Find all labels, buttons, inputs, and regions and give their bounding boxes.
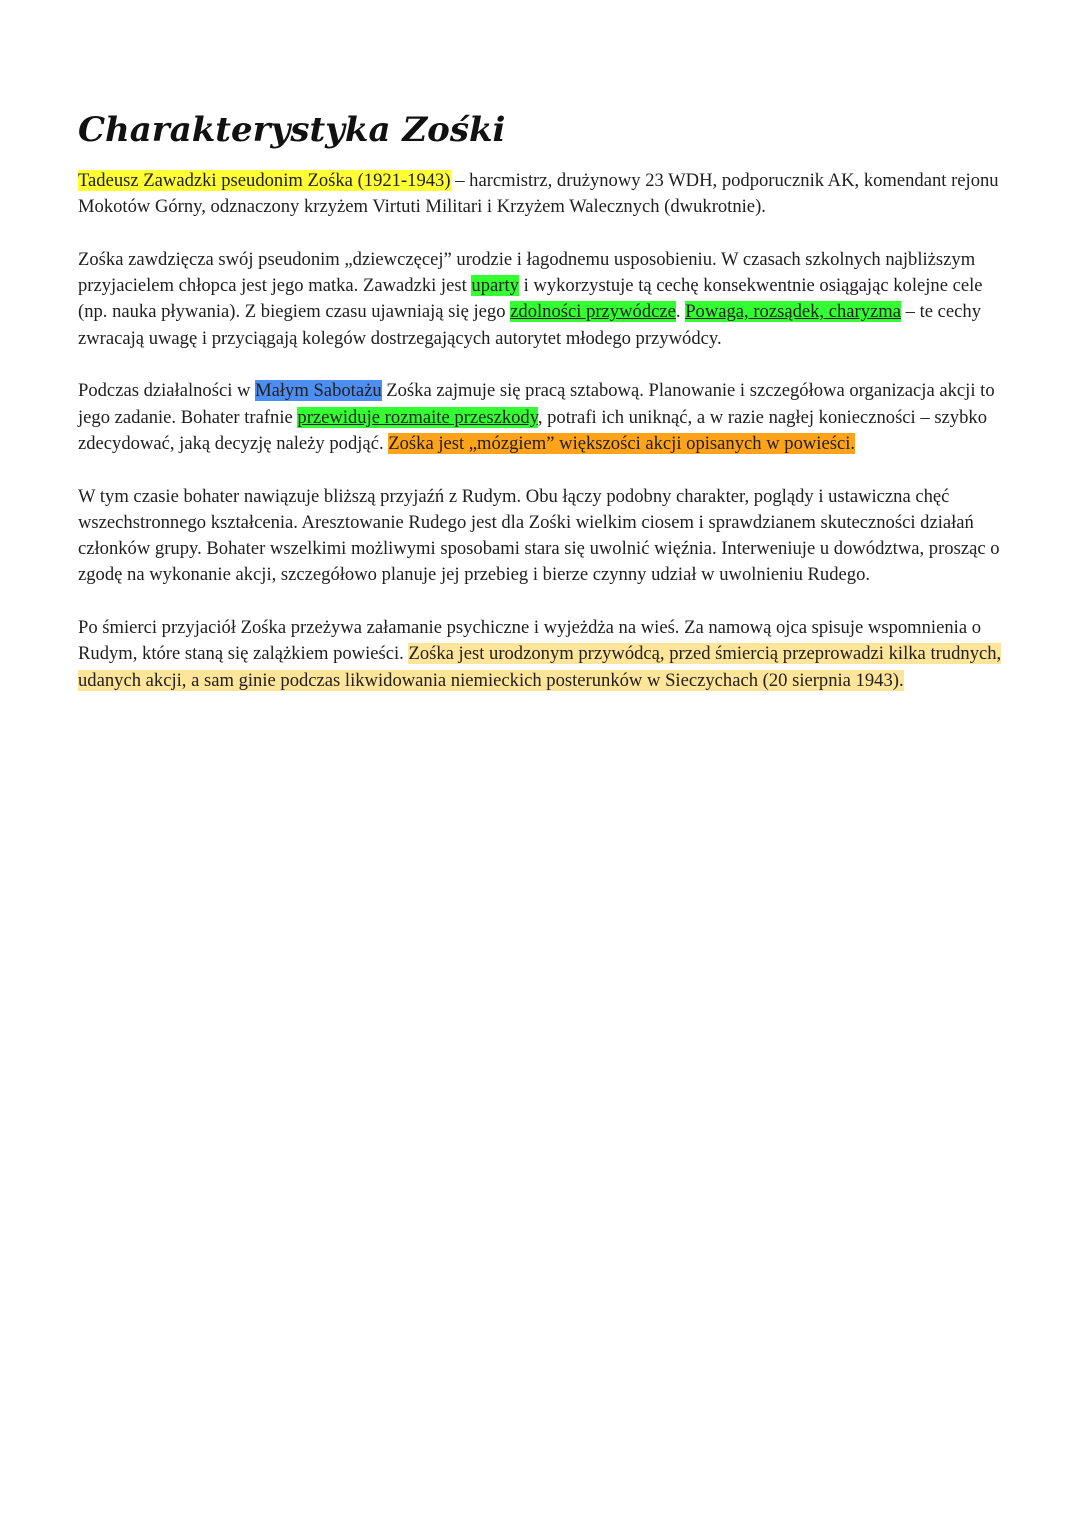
text-segment: Podczas działalności w <box>78 380 256 402</box>
text-segment: . <box>675 301 686 323</box>
text-segment: Zośka zawdzięcza swój pseudonim „dziewczęcej” urodzie i łagodnemu usposobieniu. W czasach szkolnych najbliższym przyjacielem chłopca jest jego matka. Zawadzki jest <box>78 248 976 297</box>
text-segment: Zośka zajmuje się pracą sztabową. Planowanie i szczegółowa organizacja akcji to jego zadanie. Bohater trafnie <box>78 380 995 428</box>
highlight-yellow: Tadeusz Zawadzki pseudonim Zośka (1921-1943) <box>78 170 451 191</box>
paragraph-traits <box>78 247 1008 352</box>
text-segment: – harcmistrz, drużynowy 23 WDH, podporucznik AK, komendant rejonu Mokotów Górny, odznaczony krzyżem Virtuti Militari i Krzyżem Walecznych (dwukrotnie). <box>78 170 999 218</box>
paragraph-intro <box>78 168 1008 221</box>
paragraph-friendship <box>78 484 1008 589</box>
text-segment: i wykorzystuje tą cechę konsekwentnie osiągając kolejne cele (np. nauka pływania). Z biegiem czasu ujawniają się jego <box>78 275 983 323</box>
paragraph-death <box>78 615 1008 694</box>
highlight-blue: Małym Sabotażu <box>255 380 382 402</box>
document-body <box>78 168 1008 720</box>
paragraph-sabotage <box>78 378 1008 457</box>
highlight-green: przewiduje rozmaite przeszkody <box>297 406 538 428</box>
highlight-cream: Zośka jest urodzonym przywódcą, przed śmiercią przeprowadzi kilka trudnych, udanych akcji, a sam ginie podczas likwidowania niemieckich posterunków w Sieczychach (20 sierpnia 1943). <box>78 643 1002 691</box>
text-segment: – te cechy zwracają uwagę i przyciągają kolegów dostrzegających autorytet młodego przywódcy. <box>78 301 982 349</box>
highlight-orange: Zośka jest „mózgiem” większości akcji opisanych w powieści. <box>388 432 856 454</box>
highlight-green: uparty <box>471 275 519 297</box>
document-title: Charakterystyka Zośki <box>78 110 506 150</box>
text-segment: W tym czasie bohater nawiązuje bliższą przyjaźń z Rudym. Obu łączy podobny charakter, poglądy i ustawiczna chęć wszechstronnego kształcenia. Aresztowanie Rudego jest dla Zośki wielkim ciosem i sprawdzianem skuteczności działań członków grupy. Bohater wszelkimi możliwymi sposobami stara się uwolnić więźnia. Interweniuje u dowództwa, prosząc o zgodę na wykonanie akcji, szczegółowo planuje jej przebieg i bierze czynny udział w uwolnieniu Rudego. <box>78 485 1000 586</box>
text-segment: , potrafi ich uniknąć, a w razie nagłej konieczności – szybko zdecydować, jaką decyzję należy podjąć. <box>78 406 987 454</box>
highlight-green: zdolności przywódcze <box>510 301 676 323</box>
highlight-green: Powaga, rozsądek, charyzma <box>685 301 901 323</box>
text-segment: Po śmierci przyjaciół Zośka przeżywa załamanie psychiczne i wyjeżdża na wieś. Za namową ojca spisuje wspomnienia o Rudym, które staną się zalążkiem powieści. <box>78 617 982 665</box>
